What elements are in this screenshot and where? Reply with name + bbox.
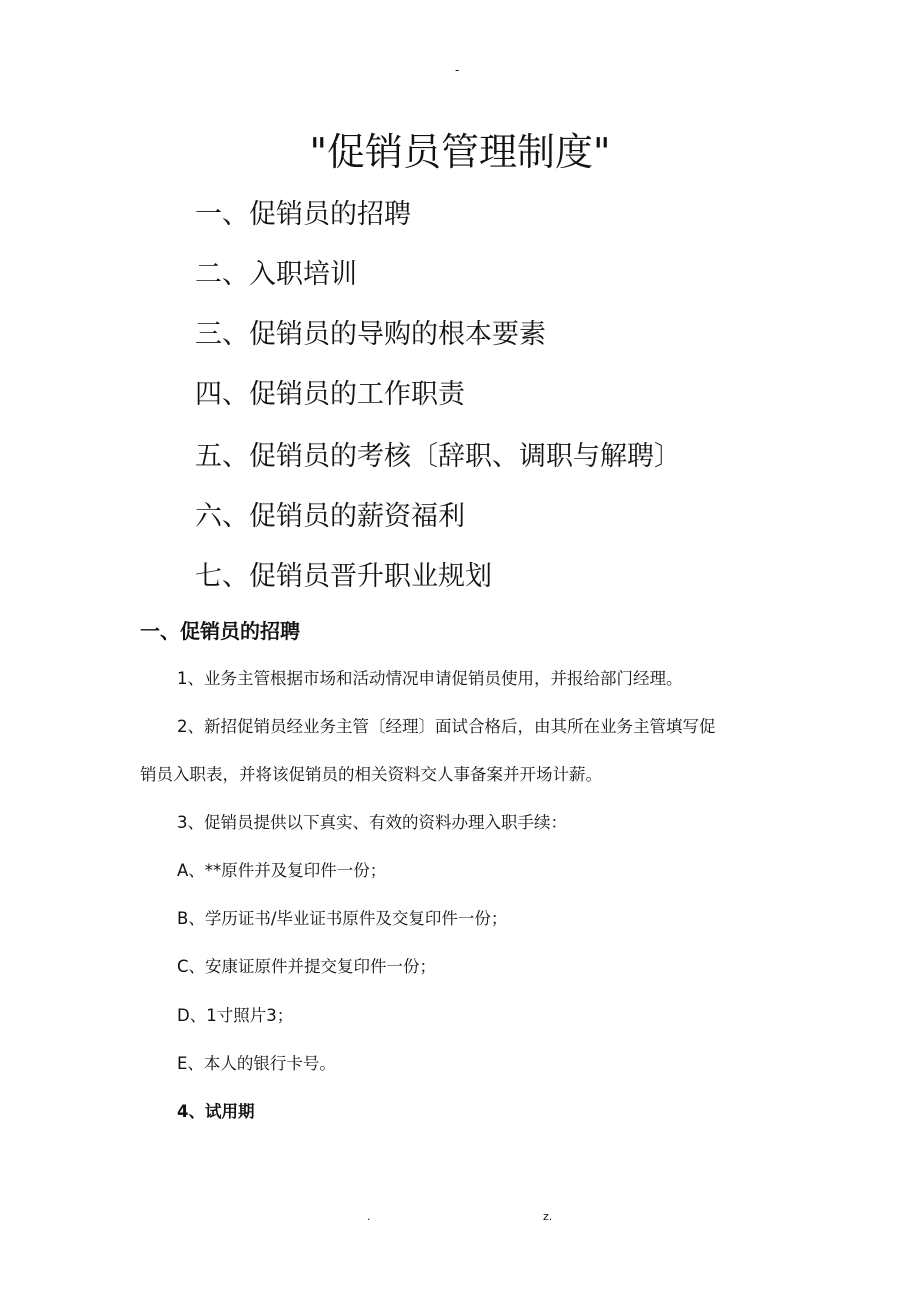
section-heading: 一、促销员的招聘 [140,619,300,643]
list-item-a: A、**原件并及复印件一份； [177,861,387,880]
toc-item-6: 六、促销员的薪资福利 [195,501,465,532]
toc-item-2: 二、入职培训 [195,259,357,290]
page-header-mark: - [455,63,460,77]
toc-item-3: 三、促销员的导购的根本要素 [195,319,546,350]
footer-left-mark: . [367,1210,371,1223]
paragraph-3: 3、促销员提供以下真实、有效的资料办理入职手续： [177,813,567,832]
list-item-b: B、学历证书/毕业证书原件及交复印件一份； [177,909,508,928]
list-item-e: E、本人的银行卡号。 [177,1054,336,1073]
sub-heading-trial-period: 4、试用期 [177,1102,255,1121]
list-item-d: D、1寸照片3； [177,1006,294,1025]
paragraph-2-line-2: 销员入职表，并将该促销员的相关资料交人事备案并开场计薪。 [140,765,602,784]
document-title: "促销员管理制度" [309,130,611,174]
paragraph-1: 1、业务主管根据市场和活动情况申请促销员使用，并报给部门经理。 [177,669,683,688]
paragraph-2-line-1: 2、新招促销员经业务主管〔经理〕面试合格后，由其所在业务主管填写促 [177,717,716,736]
toc-item-1: 一、促销员的招聘 [195,199,411,230]
toc-item-7: 七、促销员晋升职业规划 [195,561,492,592]
toc-item-4: 四、促销员的工作职责 [195,379,465,410]
list-item-c: C、安康证原件并提交复印件一份； [177,957,437,976]
toc-item-5: 五、促销员的考核〔辞职、调职与解聘〕 [195,441,681,472]
footer-right-mark: z. [543,1210,553,1223]
